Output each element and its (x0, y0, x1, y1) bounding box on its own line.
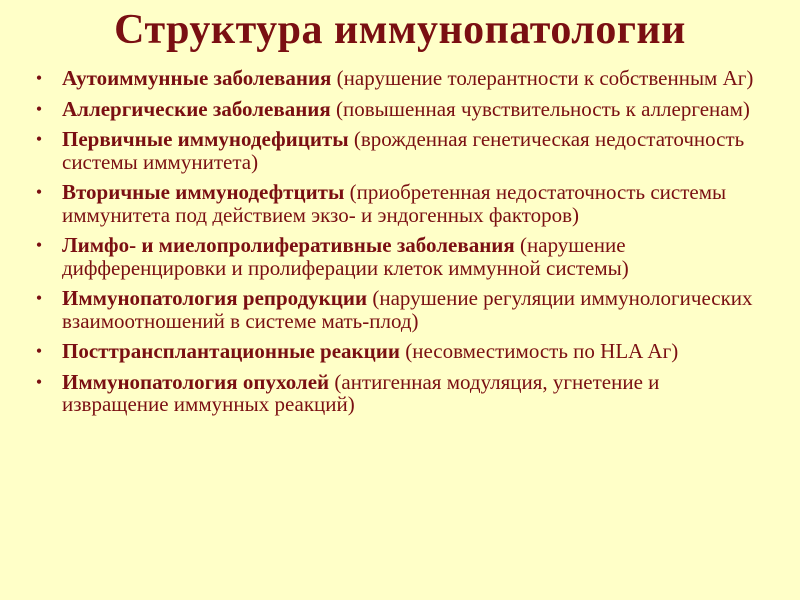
bullet-icon: • (35, 98, 43, 119)
item-description: (нарушение толерантности к собственным Аг) (336, 66, 754, 90)
list-item (28, 287, 768, 332)
item-description: (повышенная чувствительность к аллергенам) (336, 96, 750, 121)
slide-title: Структура иммунопатологии (114, 7, 686, 53)
list-item (28, 128, 768, 173)
list-item (28, 234, 768, 279)
list-item (28, 67, 768, 90)
item-term: Лимфо- и миелопролиферативные заболевания (62, 233, 515, 257)
item-description: (несовместимость по HLA Аг) (405, 339, 679, 363)
bullet-icon: • (35, 129, 43, 149)
bullet-icon: • (35, 235, 43, 255)
list-item (28, 181, 768, 226)
item-description: (нарушение дифференцировки и пролиферации клеток иммунной системы) (62, 233, 629, 280)
item-term: Аллергические заболевания (62, 96, 331, 121)
list-item (28, 371, 768, 416)
bullet-icon: • (35, 182, 43, 202)
bullet-icon: • (35, 371, 43, 392)
item-term: Посттрансплантационные реакции (62, 339, 400, 363)
list-item (28, 98, 768, 121)
item-term: Первичные иммунодефициты (62, 127, 349, 151)
item-description: (антигенная модуляция, угнетение и извращение иммунных реакций) (62, 369, 660, 416)
item-term: Иммунопатология репродукции (62, 286, 368, 310)
item-description: (врожденная генетическая недостаточность системы иммунитета) (62, 127, 745, 174)
bullet-list (28, 67, 768, 424)
bullet-icon: • (35, 288, 43, 308)
bullet-icon: • (35, 68, 43, 88)
item-term: Иммунопатология опухолей (62, 369, 330, 394)
item-term: Аутоиммунные заболевания (62, 66, 332, 90)
item-description: (нарушение регуляции иммунологических взаимоотношений в системе мать-плод) (62, 286, 753, 333)
list-item (28, 340, 768, 363)
bullet-icon: • (35, 341, 43, 361)
item-description: (приобретенная недостаточность системы иммунитета под действием экзо- и эндогенных факторов) (62, 180, 727, 227)
item-term: Вторичные иммунодефтциты (62, 180, 345, 204)
